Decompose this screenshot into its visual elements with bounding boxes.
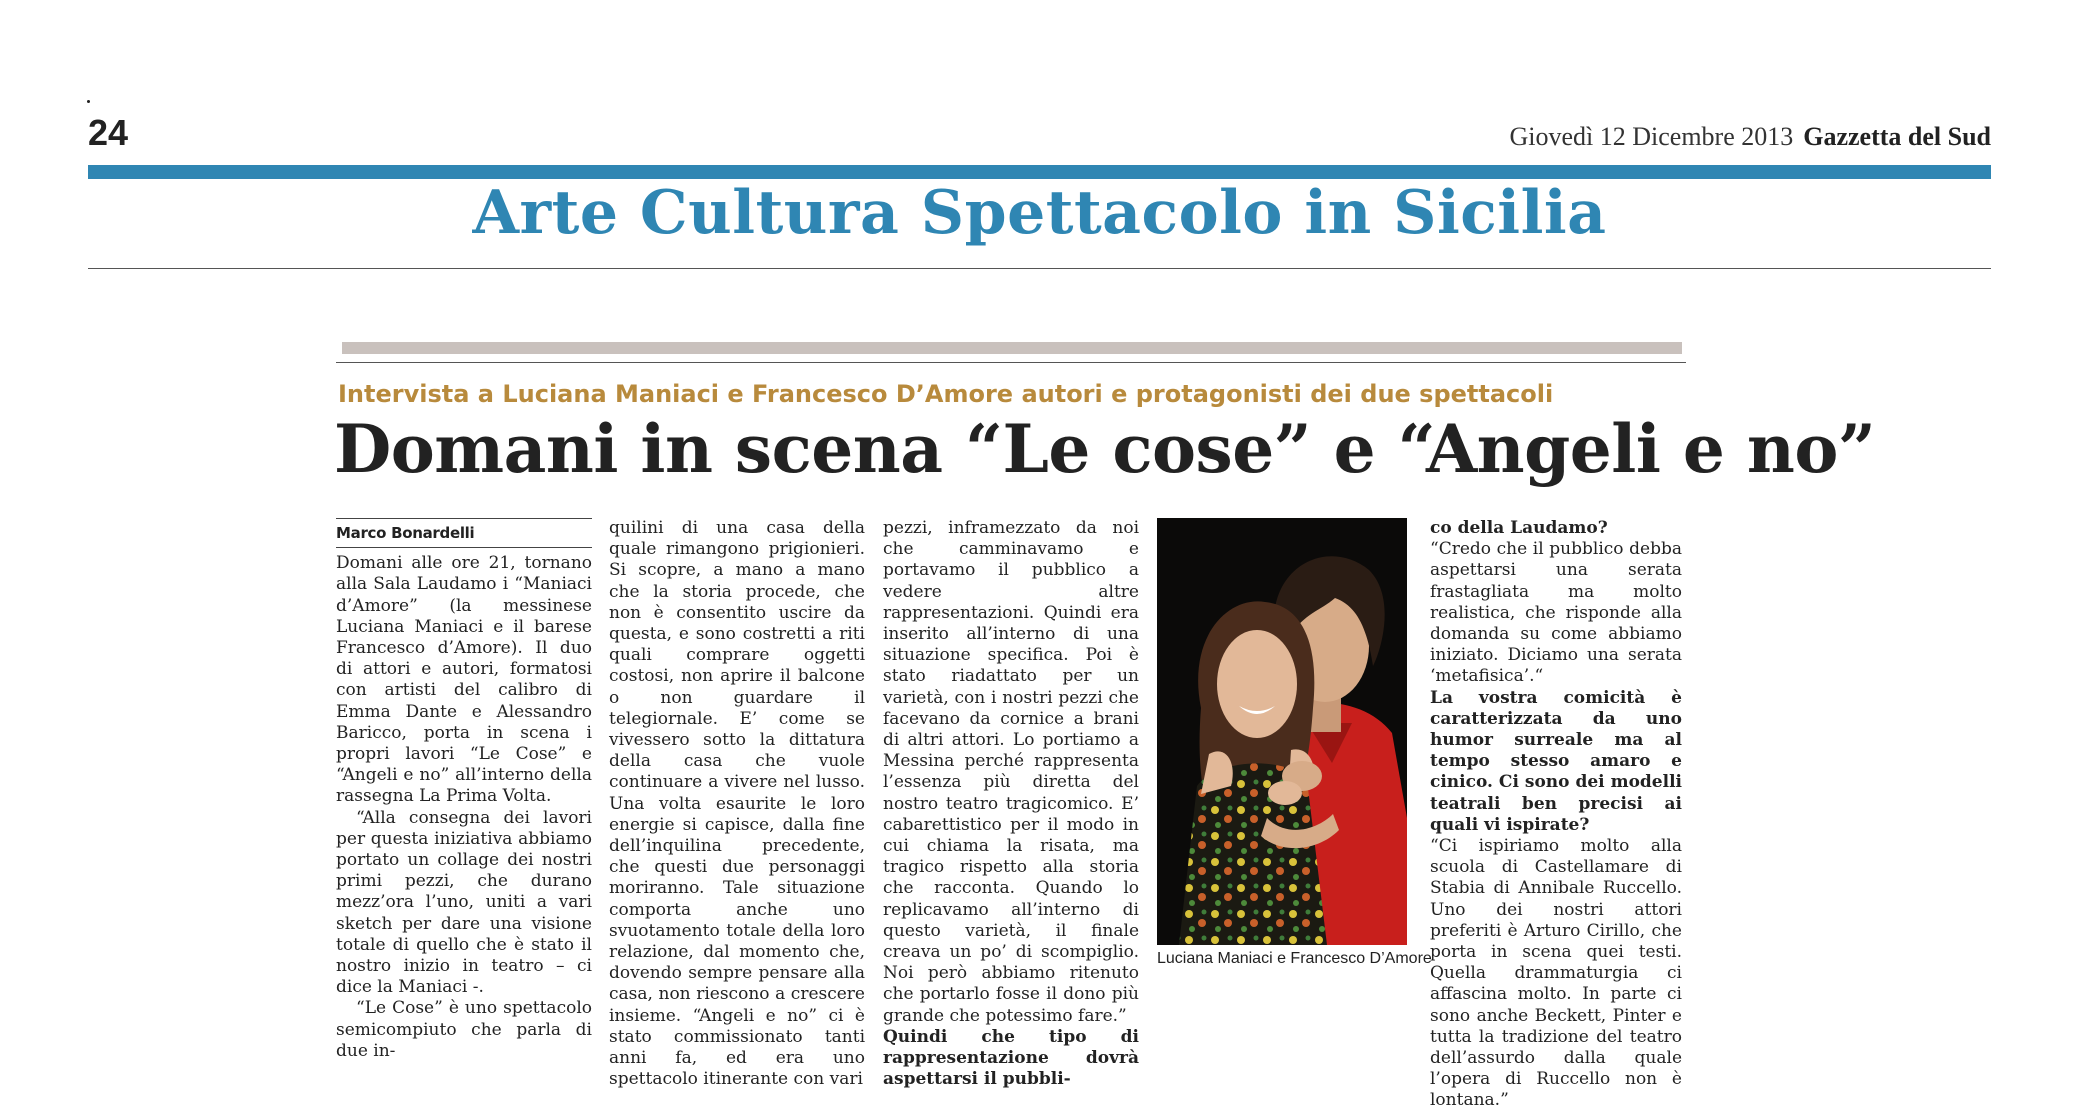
article-top-rule: [336, 362, 1686, 363]
paragraph: Domani alle ore 21, tornano alla Sala Laudamo i “Maniaci d’Amore” (la messinese Luciana Maniaci e il barese Francesco d’Amore). Il duo di attori e autori, formatosi con artisti del calibro di Emma Dante e Alessandro Baricco, porta in scena i propri lavori “Le Cose” e “Angeli e no” all’interno della rassegna La Prima Volta.: [336, 553, 592, 807]
article-column-3: [883, 518, 1139, 1090]
dateline: [1509, 122, 1991, 152]
article-column-1: [336, 518, 592, 1062]
corner-dot: [87, 100, 90, 103]
issue-date: Giovedì 12 Dicembre 2013: [1509, 122, 1794, 151]
section-divider: [88, 268, 1991, 269]
paragraph: quilini di una casa della quale rimangono prigionieri. Si scopre, a mano a mano che la storia procede, che non è consentito uscire da questa, e sono costretti a riti quali comprare oggetti costosi, non aprire il balcone o non guardare il telegiornale. E’ come se vivessero sotto la dittatura della casa che vuole continuare a vivere nel lusso. Una volta esaurite le loro energie si capisce, dalla fine dell’inquilina precedente, che questi due personaggi moriranno. Tale situazione comporta anche uno svuotamento totale della loro relazione, dal momento che, dovendo sempre pensare alla casa, non riescono a crescere insieme. “Angeli e no” ci è stato commissionato tanti anni fa, ed era uno spettacolo itinerante con vari: [609, 518, 865, 1090]
interview-question: Quindi che tipo di rappresentazione dovrà aspettarsi il pubbli-: [883, 1026, 1139, 1090]
interview-answer: “Credo che il pubblico debba aspettarsi una serata frastagliata ma molto realistica, che risponde alla domanda su come abbiamo iniziato. Diciamo una serata ‘metafisica’.“: [1430, 539, 1682, 687]
article-kicker: Intervista a Luciana Maniaci e Francesco D’Amore autori e protagonisti dei due spettacoli: [338, 380, 1554, 408]
photo-caption: Luciana Maniaci e Francesco D’Amore: [1157, 950, 1432, 967]
paragraph: pezzi, inframezzato da noi che camminavamo e portavamo il pubblico a vedere altre rappresentazioni. Quindi era inserito all’interno di una situazione specifica. Poi è stato riadattato per un varietà, con i nostri pezzi che facevano da cornice a brani di altri attori. Lo portiamo a Messina perché rappresenta l’essenza più diretta del nostro teatro tragicomico. E’ cabarettistico per il modo in cui chiama la risata, ma tragico rispetto alla storia che racconta. Quando lo replicavamo all’interno di questo varietà, il finale creava un po’ di scompiglio. Noi però abbiamo ritenuto che portarlo fosse il dono più grande che potessimo fare.”: [883, 518, 1139, 1026]
interview-question: La vostra comicità è caratterizzata da uno humor surreale ma al tempo stesso amaro e cinico. Ci sono dei modelli teatrali ben precisi ai quali vi ispirate?: [1430, 687, 1682, 835]
article-headline: Domani in scena “Le cose” e “Angeli e no”: [334, 410, 1876, 488]
interview-question: co della Laudamo?: [1430, 518, 1608, 538]
page-number: 24: [88, 112, 129, 153]
header-blue-rule: [88, 165, 1991, 179]
paragraph: “Alla consegna dei lavori per questa iniziativa abbiamo portato un collage dei nostri primi pezzi, che durano mezz’ora l’uno, uniti a vari sketch per dare una visione totale di quello che è stato il nostro inizio in teatro – ci dice la Maniaci -.: [336, 807, 592, 998]
section-title: Arte Cultura Spettacolo in Sicilia: [472, 178, 1607, 248]
article-photo: [1157, 518, 1407, 945]
article-column-2: [609, 518, 865, 1090]
interview-answer: “Ci ispiriamo molto alla scuola di Castellamare di Stabia di Annibale Ruccello. Uno dei nostri attori preferiti è Arturo Cirillo, che porta in scena quei testi. Quella drammaturgia ci affascina molto. In parte ci sono anche Beckett, Pinter e tutta la tradizione del teatro dell’assurdo dalla quale l’opera di Ruccello non è lontana.”: [1430, 836, 1682, 1111]
byline: Marco Bonardelli: [336, 518, 592, 548]
newspaper-name: Gazzetta del Sud: [1803, 122, 1991, 151]
portrait-illustration: [1157, 518, 1407, 945]
article-top-bar: [342, 342, 1682, 354]
paragraph: “Le Cose” è uno spettacolo semicompiuto che parla di due in-: [336, 998, 592, 1061]
